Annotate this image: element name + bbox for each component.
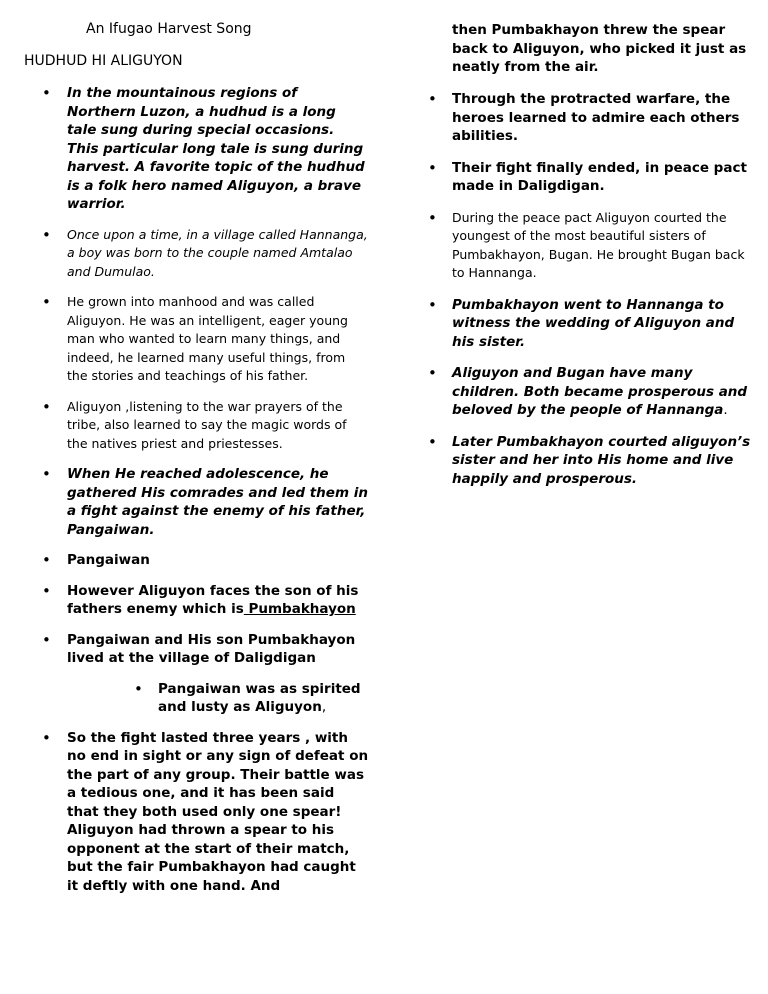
list-item: • Pangaiwan was as spirited and lusty as Aliguyon,: [24, 680, 369, 717]
list-item: • Their fight finally ended, in peace pact made in Daligdigan.: [426, 159, 756, 196]
list-item: • During the peace pact Aliguyon courted the youngest of the most beautiful sisters of Pumbakhayon, Bugan. He brought Bugan back to Hannanga.: [426, 209, 756, 283]
document-title: An Ifugao Harvest Song: [86, 21, 252, 37]
list-item: • Pangaiwan: [24, 551, 369, 570]
list-item: • However Aliguyon faces the son of his fathers enemy which is Pumbakhayon: [24, 582, 369, 619]
left-bullet-list: [24, 84, 369, 907]
list-item: • In the mountainous regions of Northern Luzon, a hudhud is a long tale sung during special occasions. This particular long tale is sung during harvest. A favorite topic of the hudhud is a folk hero named Aliguyon, a brave warrior.: [24, 84, 369, 214]
list-item: • Later Pumbakhayon courted aliguyon’s sister and her into His home and live happily and prosperous.: [426, 433, 756, 489]
list-item: • Pangaiwan and His son Pumbakhayon lived at the village of Daligdigan: [24, 631, 369, 668]
list-item: • Aliguyon ,listening to the war prayers of the tribe, also learned to say the magic words of the natives priest and priestesses.: [24, 398, 369, 454]
list-item: • Once upon a time, in a village called Hannanga, a boy was born to the couple named Amtalao and Dumulao.: [24, 226, 369, 282]
list-item: • He grown into manhood and was called Aliguyon. He was an intelligent, eager young man who wanted to learn many things, and indeed, he learned many useful things, from the stories and teachings of his father.: [24, 293, 369, 386]
list-item: • When He reached adolescence, he gathered His comrades and led them in a fight against the enemy of his father, Pangaiwan.: [24, 465, 369, 539]
list-item: • Through the protracted warfare, the heroes learned to admire each others abilities.: [426, 90, 756, 146]
continued-paragraph: then Pumbakhayon threw the spear back to Aliguyon, who picked it just as neatly from the air.: [452, 22, 747, 75]
document-subtitle: HUDHUD HI ALIGUYON: [24, 53, 183, 69]
underlined-name: Pumbakhayon: [243, 601, 356, 617]
list-item: • So the fight lasted three years , with no end in sight or any sign of defeat on the part of any group. Their battle was a tedious one, and it has been said that they both used only one spear! Aliguyon had thrown a spear to his opponent at the start of their match, but the fair Pumbakhayon had caught it deftly with one hand. And: [24, 729, 369, 896]
right-bullet-list: [426, 90, 756, 501]
list-item: • Pumbakhayon went to Hannanga to witness the wedding of Aliguyon and his sister.: [426, 296, 756, 352]
list-item: • Aliguyon and Bugan have many children. Both became prosperous and beloved by the people of Hannanga.: [426, 364, 756, 420]
